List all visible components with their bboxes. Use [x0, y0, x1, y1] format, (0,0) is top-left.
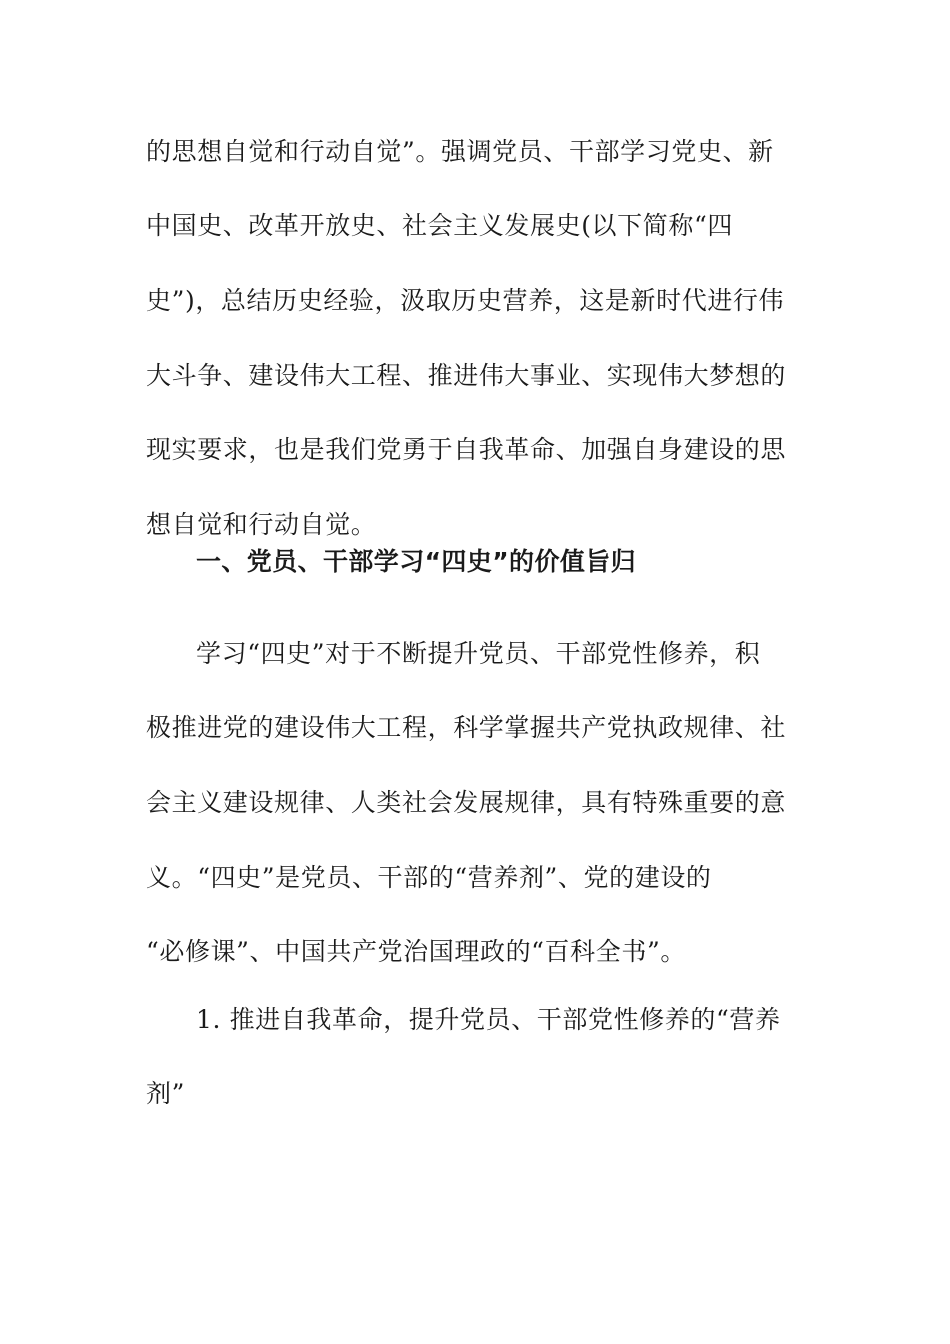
- paragraph-line: 的思想自觉和行动自觉”。强调党员、干部学习党史、新: [146, 137, 774, 166]
- paragraph-line: 史”)，总结历史经验，汲取历史营养，这是新时代进行伟: [146, 286, 785, 315]
- subsection-heading: 1. 推进自我革命，提升党员、干部党性修养的“营养: [196, 1005, 781, 1034]
- section-heading: 一、党员、干部学习“四史”的价值旨归: [196, 547, 637, 576]
- paragraph-line: 会主义建设规律、人类社会发展规律，具有特殊重要的意: [146, 788, 787, 817]
- paragraph-line: 义。“四史”是党员、干部的“营养剂”、党的建设的: [146, 863, 712, 892]
- paragraph-line: 学习“四史”对于不断提升党员、干部党性修养，积: [196, 639, 761, 668]
- paragraph-line: “必修课”、中国共产党治国理政的“百科全书”。: [146, 937, 686, 966]
- subsection-heading-continued: 剂”: [146, 1079, 185, 1108]
- paragraph-line: 想自觉和行动自觉。: [146, 510, 377, 539]
- paragraph-line: 极推进党的建设伟大工程，科学掌握共产党执政规律、社: [146, 713, 787, 742]
- paragraph-line: 现实要求，也是我们党勇于自我革命、加强自身建设的思: [146, 435, 787, 464]
- paragraph-line: 中国史、改革开放史、社会主义发展史(以下简称“四: [146, 211, 733, 240]
- paragraph-line: 大斗争、建设伟大工程、推进伟大事业、实现伟大梦想的: [146, 361, 787, 390]
